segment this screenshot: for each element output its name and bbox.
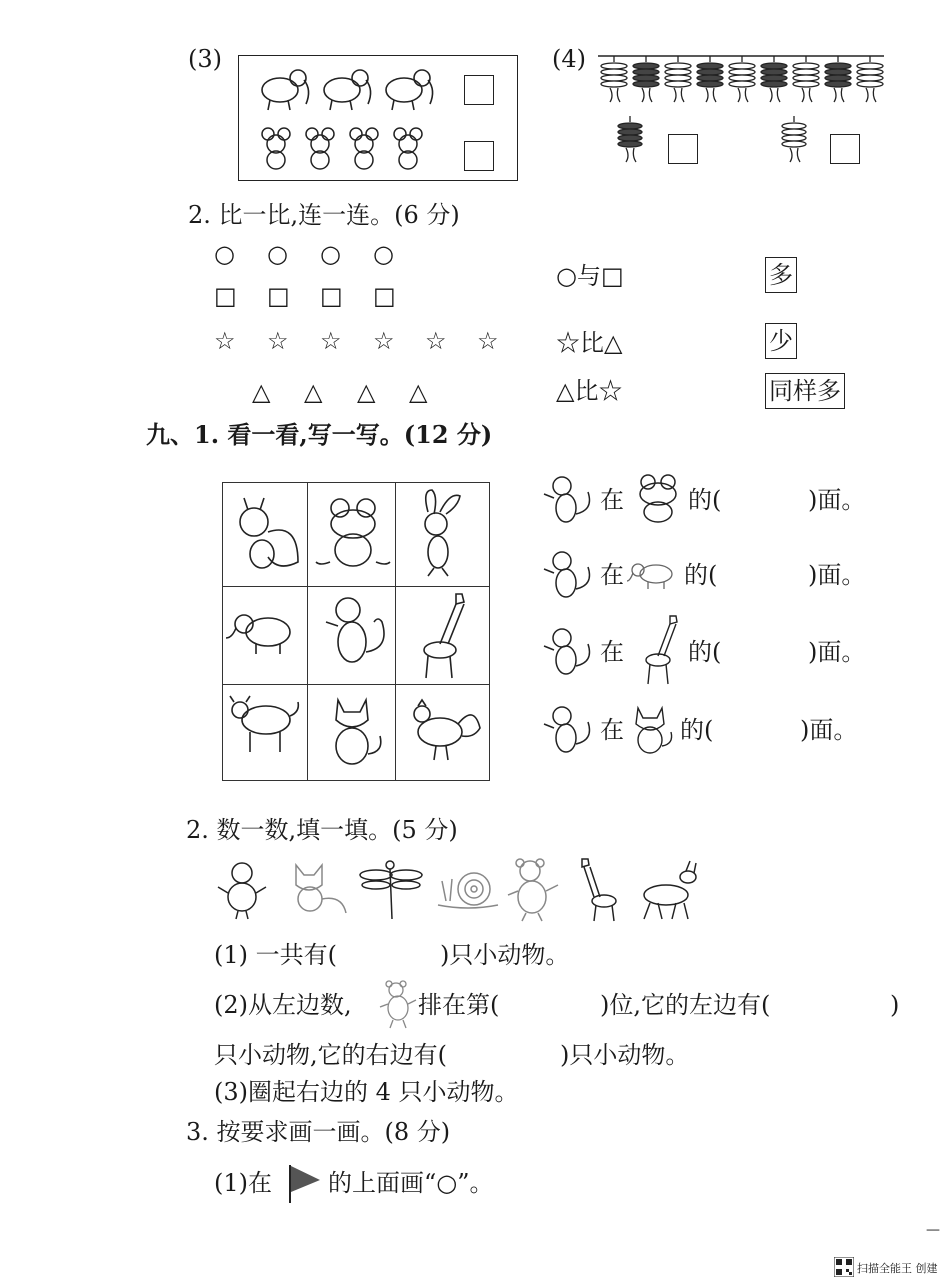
triangle-shape: △ — [357, 378, 376, 406]
lantern-icon — [778, 116, 810, 166]
answer-blank[interactable] — [730, 640, 808, 666]
giraffe-icon — [630, 612, 684, 688]
star-shape: ☆ — [267, 327, 289, 355]
q9-2-sub2-a: (2)从左边数, — [214, 991, 352, 1019]
circle-shape: ○ — [267, 240, 288, 268]
sentence-3-end: )面。 — [808, 638, 866, 666]
lantern-icon — [697, 56, 723, 102]
page-dash: — — [926, 1222, 940, 1238]
star-shape: ☆ — [425, 327, 447, 355]
lantern-icon — [857, 56, 883, 102]
sentence-2-end: )面。 — [808, 561, 866, 589]
bear-icon — [378, 978, 418, 1030]
elephant-icon — [324, 70, 371, 110]
flag-icon — [286, 1163, 326, 1205]
squirrel-icon — [240, 498, 298, 568]
compare-left-1[interactable]: ○与□ — [556, 262, 624, 290]
answer-box[interactable] — [464, 141, 494, 171]
lantern-icon — [825, 56, 851, 102]
monkey-icon — [540, 622, 600, 680]
q9-2-sub2-line2: 只小动物,它的右边有( — [214, 1041, 447, 1069]
q9-2-title: 2. 数一数,填一填。(5 分) — [186, 816, 458, 844]
answer-blank[interactable] — [806, 993, 890, 1019]
answer-box[interactable] — [830, 134, 860, 164]
square-shape: □ — [373, 282, 396, 310]
star-shape: ☆ — [320, 327, 342, 355]
sentence-1-de: 的( — [688, 486, 722, 514]
dragonfly-icon — [360, 861, 422, 919]
star-shape: ☆ — [477, 327, 499, 355]
sentence-3-de: 的( — [688, 638, 722, 666]
sentence-2-de: 的( — [684, 561, 718, 589]
sentence-4-de: 的( — [680, 716, 714, 744]
answer-blank[interactable] — [730, 488, 808, 514]
q9-2-sub2-c: )位,它的左边有( — [600, 991, 771, 1019]
giraffe-icon — [582, 859, 616, 921]
mouse-icon — [306, 128, 334, 169]
circle-shape: ○ — [320, 240, 341, 268]
q9-2-sub1-end: )只小动物。 — [440, 941, 570, 969]
answer-blank[interactable] — [516, 993, 598, 1019]
square-shape: □ — [267, 282, 290, 310]
lantern-row — [598, 48, 888, 108]
snail-icon — [438, 873, 498, 908]
elephant-icon — [262, 70, 309, 110]
triangle-shape: △ — [304, 378, 323, 406]
answer-box[interactable] — [668, 134, 698, 164]
q9-3-title: 3. 按要求画一画。(8 分) — [186, 1118, 451, 1146]
mouse-icon — [394, 128, 422, 169]
cow-icon — [230, 696, 298, 752]
rooster-icon — [414, 700, 480, 760]
monkey-icon — [326, 598, 384, 662]
mouse-icon — [350, 128, 378, 169]
lantern-icon — [633, 56, 659, 102]
sentence-1-end: )面。 — [808, 486, 866, 514]
square-shape: □ — [214, 282, 237, 310]
section-nine-title: 九、1. 看一看,写一写。(12 分) — [146, 420, 493, 449]
giraffe-icon — [424, 594, 464, 678]
elephant-row — [250, 60, 450, 115]
q4-label: (4) — [552, 45, 586, 73]
chick-icon — [218, 863, 266, 919]
circle-shape: ○ — [373, 240, 394, 268]
answer-blank[interactable] — [364, 943, 438, 969]
scanner-watermark: 扫描全能王 创建 — [857, 1262, 938, 1275]
q9-2-sub3: (3)圈起右边的 4 只小动物。 — [214, 1078, 519, 1106]
lantern-icon — [614, 116, 646, 166]
q9-3-sub1-b: 的上面画“○”。 — [328, 1169, 494, 1197]
star-shape: ☆ — [214, 327, 236, 355]
lantern-icon — [729, 56, 755, 102]
qr-code-icon — [834, 1257, 854, 1277]
q2-title: 2. 比一比,连一连。(6 分) — [188, 201, 460, 229]
q9-2-sub2-b: 排在第( — [418, 991, 500, 1019]
lantern-icon — [665, 56, 691, 102]
lantern-icon — [761, 56, 787, 102]
compare-right-3[interactable]: 同样多 — [765, 373, 845, 409]
answer-box[interactable] — [464, 75, 494, 105]
sentence-4-end: )面。 — [800, 716, 858, 744]
rabbit-icon — [425, 490, 460, 576]
compare-right-2[interactable]: 少 — [765, 323, 797, 359]
elephant-icon — [386, 70, 433, 110]
sentence-4-zai: 在 — [600, 716, 624, 744]
sentence-3-zai: 在 — [600, 638, 624, 666]
answer-blank[interactable] — [478, 1043, 558, 1069]
compare-left-3[interactable]: △比☆ — [556, 377, 623, 405]
fox-icon — [296, 865, 346, 913]
q3-label: (3) — [188, 45, 222, 73]
q9-2-sub2-line2-end: )只小动物。 — [560, 1041, 690, 1069]
sentence-2-zai: 在 — [600, 561, 624, 589]
q9-2-sub2-d: ) — [890, 991, 900, 1019]
monkey-icon — [540, 470, 600, 528]
answer-blank[interactable] — [722, 718, 800, 744]
lantern-icon — [793, 56, 819, 102]
mouse-icon — [262, 128, 290, 169]
cat-icon — [336, 700, 381, 764]
cat-icon — [626, 700, 678, 756]
goat-icon — [644, 861, 696, 919]
mouse-row — [256, 124, 436, 172]
sentence-1-zai: 在 — [600, 486, 624, 514]
monkey-icon — [540, 700, 600, 758]
circle-shape: ○ — [214, 240, 235, 268]
elephant-icon — [226, 615, 290, 654]
compare-right-1[interactable]: 多 — [765, 257, 797, 293]
frog-icon — [316, 499, 390, 566]
bear-icon — [508, 859, 558, 921]
triangle-shape: △ — [252, 378, 271, 406]
q9-2-sub1: (1) 一共有( — [214, 941, 337, 969]
animal-row — [214, 855, 704, 923]
elephant-icon — [626, 558, 680, 592]
monkey-icon — [540, 545, 600, 603]
square-shape: □ — [320, 282, 343, 310]
lantern-icon — [601, 56, 627, 102]
q9-3-sub1-a: (1)在 — [214, 1169, 272, 1197]
answer-blank[interactable] — [726, 563, 808, 589]
animal-grid-icons — [222, 482, 490, 781]
compare-left-2[interactable]: ☆比△ — [556, 329, 623, 357]
triangle-shape: △ — [409, 378, 428, 406]
star-shape: ☆ — [373, 327, 395, 355]
frog-icon — [628, 468, 688, 524]
